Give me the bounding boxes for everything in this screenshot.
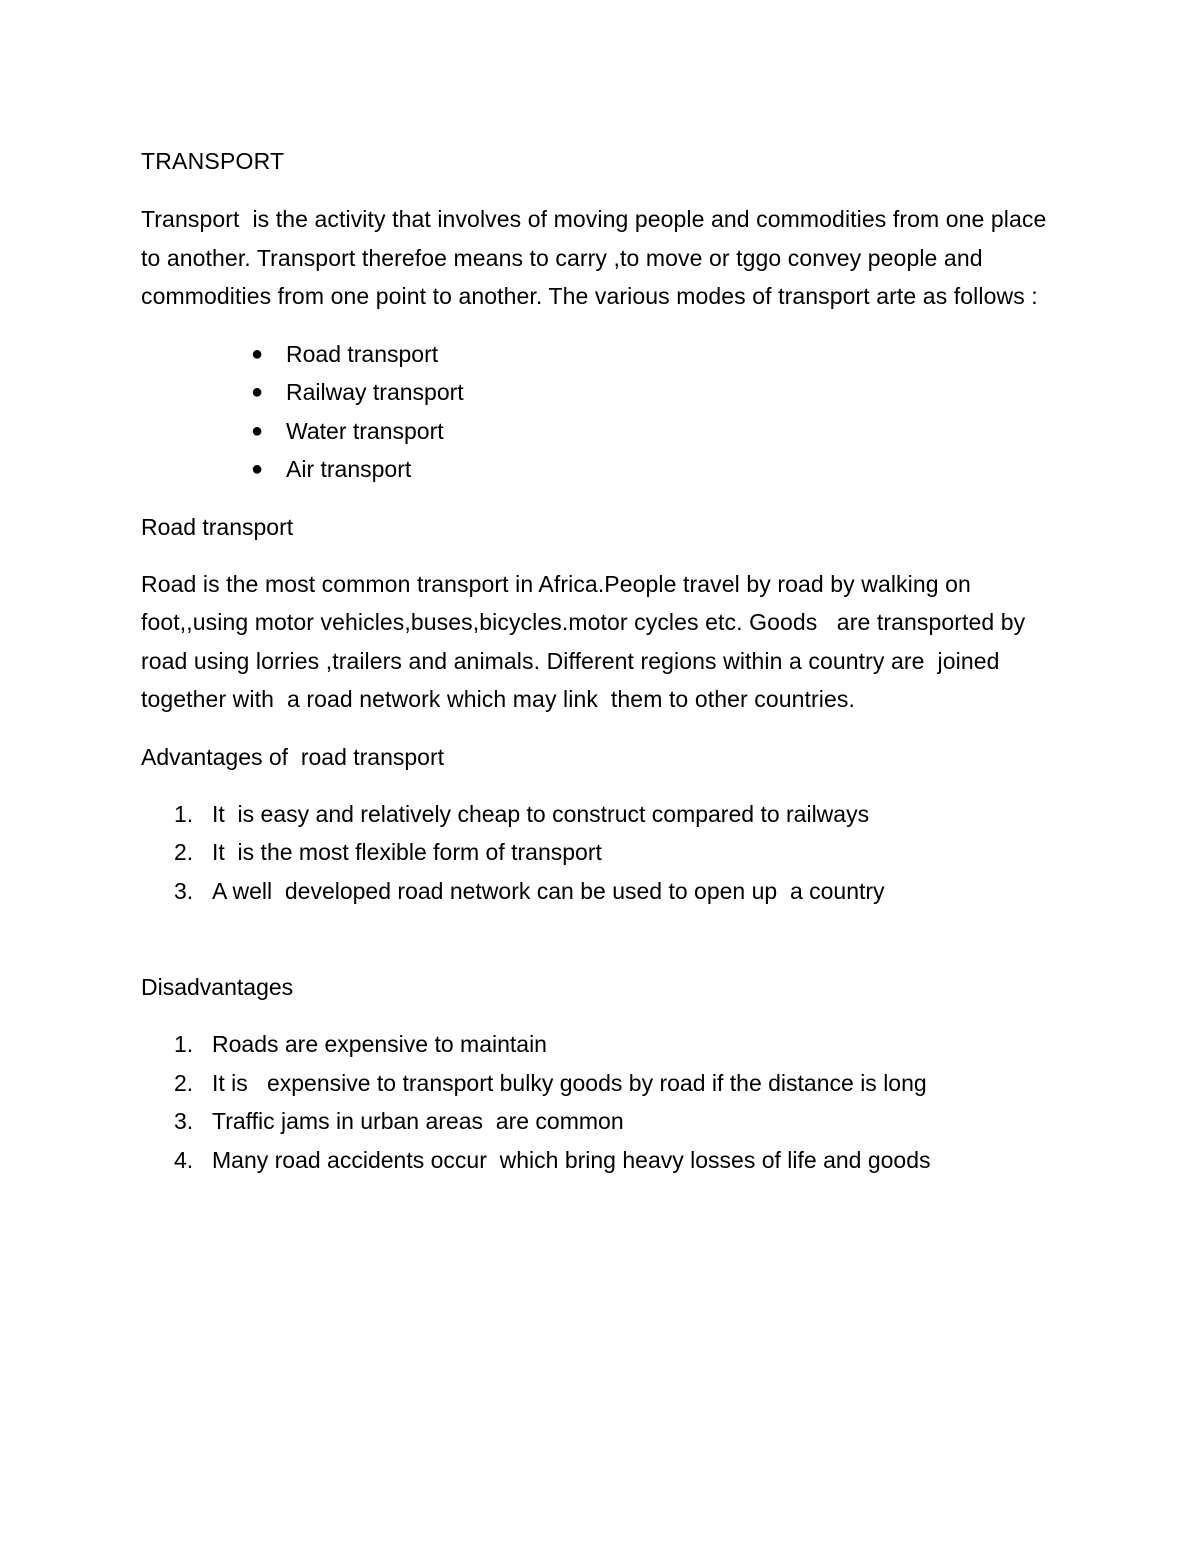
spacer [141,1006,1061,1025]
spacer [141,546,1061,565]
list-number: 1. [174,1031,194,1057]
list-number: 4. [174,1146,194,1173]
spacer [141,776,1061,795]
list-item-text: Many road accidents occur which bring heavy losses of life and goods [212,1146,931,1173]
spacer [141,489,1061,508]
advantages-list [141,795,1061,911]
disadvantages-heading: Disadvantages [141,974,294,1000]
list-item-text: It is the most flexible form of transport [212,839,602,865]
bullet-icon: ● [251,458,264,480]
list-item [141,1102,1061,1141]
transport-modes-list [141,335,1061,489]
intro-paragraph: Transport is the activity that involves of moving people and commodities from one place to another. Transport therefoe means to carry ,to move or tggo convey people and commodities from one point to another. The various modes of transport arte as follows : [141,206,1053,309]
list-item [141,872,1061,911]
bullet-icon: ● [251,342,264,365]
road-transport-heading: Road transport [141,513,294,540]
spacer [141,180,1061,200]
disadvantages-list [141,1025,1061,1179]
spacer [141,316,1061,335]
list-item-text: It is easy and relatively cheap to construct compared to railways [212,800,870,827]
list-item-text: A well developed road network can be used to open up a country [212,877,885,904]
list-item [141,833,1061,872]
list-item [141,795,1061,834]
list-item [141,335,1061,374]
list-number: 2. [174,1069,194,1096]
list-number: 3. [174,1108,194,1134]
advantages-heading: Advantages of road transport [141,743,445,770]
list-item-text: Air transport [286,456,412,482]
list-item-text: It is expensive to transport bulky goods by road if the distance is long [212,1069,927,1096]
list-number: 3. [174,877,194,904]
list-item [141,1025,1061,1064]
bullet-icon: ● [251,381,264,403]
list-item-text: Traffic jams in urban areas are common [212,1108,624,1134]
list-item [141,1064,1061,1103]
list-item [141,450,1061,489]
list-item-text: Railway transport [286,379,464,405]
list-item [141,412,1061,451]
list-item-text: Water transport [286,417,444,444]
list-item-text: Road transport [286,340,439,367]
list-item-text: Roads are expensive to maintain [212,1031,547,1057]
list-item [141,1141,1061,1180]
document-page [141,142,1061,1179]
document-title: TRANSPORT [141,148,285,174]
list-number: 1. [174,800,194,827]
bullet-icon: ● [251,419,264,442]
spacer [141,910,1061,968]
road-transport-paragraph: Road is the most common transport in Africa.People travel by road by walking on foot,,using motor vehicles,buses,bicycles.motor cycles etc. Goods are transported by road using lorries ,trailers and animals. Different regions within a country are joined together with a road network which may link them to other countries. [141,570,1032,712]
list-number: 2. [174,839,194,865]
list-item [141,373,1061,412]
spacer [141,719,1061,738]
